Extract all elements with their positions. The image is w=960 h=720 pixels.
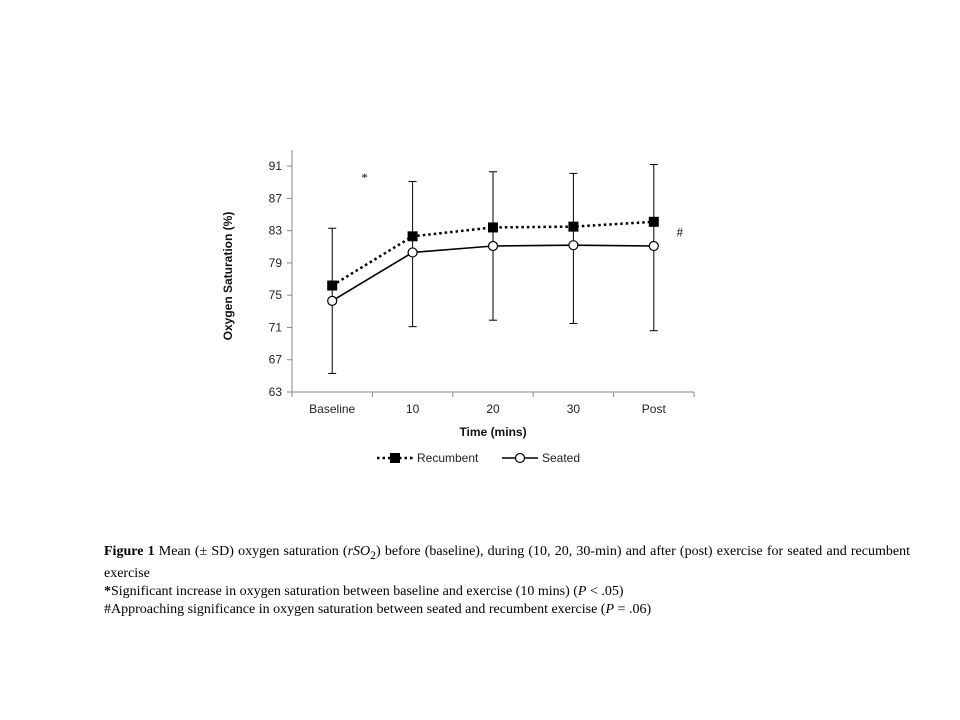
x-axis-title: Time (mins) (459, 425, 527, 439)
data-point-seated (489, 241, 498, 250)
caption-text: = .06) (614, 601, 652, 617)
figure-label: Figure 1 (104, 544, 155, 559)
caption-text: < .05) (586, 583, 624, 599)
legend (377, 451, 580, 465)
caption-line-3 (104, 601, 910, 619)
y-tick-label: 63 (268, 385, 282, 399)
data-point-recumbent (408, 231, 418, 241)
significance-symbol: * (104, 583, 111, 599)
y-axis-ticks (269, 159, 292, 399)
x-tick-label: 20 (486, 402, 500, 416)
y-tick-label: 75 (268, 288, 282, 303)
caption-subscript: 2 (370, 548, 376, 562)
x-axis-ticks (292, 392, 694, 416)
caption-text: #Approaching significance in oxygen saturation between seated and recumbent exercise ( (104, 601, 606, 617)
p-symbol: P (605, 601, 615, 617)
data-point-seated (328, 296, 337, 305)
caption-text: Mean (± SD) oxygen saturation ( (154, 544, 348, 559)
y-tick-label: 83 (268, 223, 282, 238)
y-axis-title: Oxygen Saturation (%) (221, 211, 235, 341)
figure-caption (104, 543, 910, 619)
x-tick-label: 10 (405, 402, 420, 416)
data-point-recumbent (327, 281, 337, 291)
annotation-asterisk: * (361, 170, 368, 186)
y-tick-label: 91 (268, 159, 282, 174)
caption-text: Significant increase in oxygen saturation between baseline and exercise (10 mins) ( (111, 583, 578, 599)
data-point-recumbent (649, 217, 659, 227)
legend-label-seated: Seated (542, 451, 581, 465)
data-point-seated (649, 241, 658, 250)
caption-text: ) before (baseline), during (10, 20, 30-min) and after (post) exercise for seated and recumbent exercise (104, 544, 910, 581)
legend-label-recumbent: Recumbent (417, 451, 479, 465)
data-point-seated (569, 241, 578, 250)
caption-line-1 (104, 543, 910, 583)
y-tick-label: 67 (268, 352, 282, 367)
x-tick-label: 30 (566, 402, 581, 416)
legend-marker-recumbent (390, 453, 400, 463)
y-tick-label: 71 (268, 320, 282, 335)
caption-variable: rSO (347, 544, 371, 559)
x-tick-label: Post (641, 402, 666, 416)
data-point-recumbent (488, 222, 498, 232)
legend-marker-seated (516, 454, 525, 463)
y-tick-label: 79 (268, 255, 282, 270)
annotations (361, 170, 683, 239)
error-bars (328, 165, 658, 374)
caption-line-2 (104, 583, 910, 601)
x-tick-label: Baseline (309, 402, 356, 416)
data-point-seated (408, 248, 417, 257)
annotation-hash: # (676, 224, 684, 240)
p-symbol: P (577, 583, 587, 599)
y-tick-label: 87 (268, 191, 282, 206)
data-point-recumbent (568, 222, 578, 232)
